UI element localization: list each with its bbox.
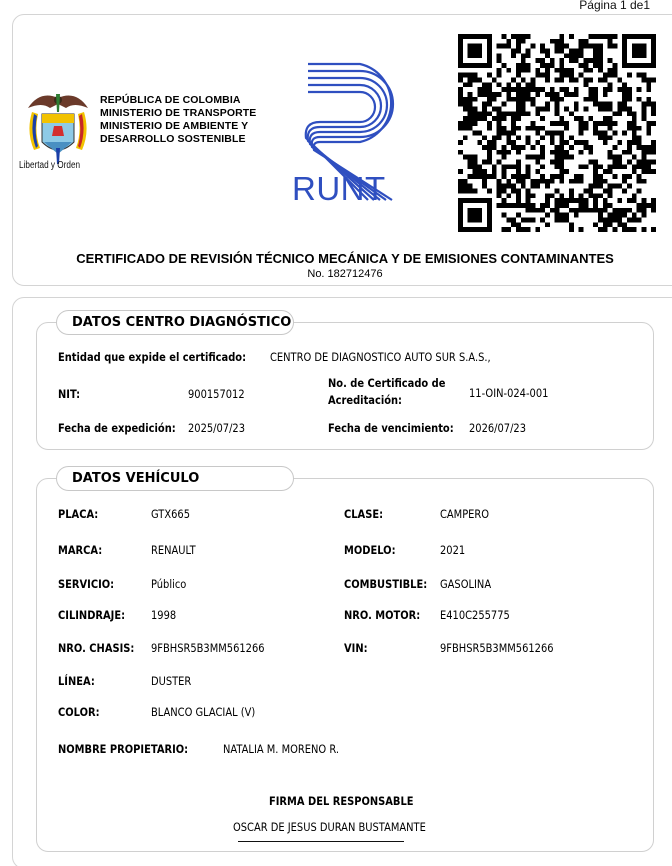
combustible-value: GASOLINA <box>440 577 492 591</box>
expiry-date-value: 2026/07/23 <box>469 421 527 435</box>
qr-code <box>458 34 656 232</box>
certificate-title: CERTIFICADO DE REVISIÓN TÉCNICO MECÁNICA Y DE EMISIONES CONTAMINANTES <box>76 251 614 266</box>
linea-label: LÍNEA: <box>58 674 95 688</box>
accreditation-label-2: Acreditación: <box>328 393 403 407</box>
motor-value: E410C255775 <box>440 608 510 622</box>
accreditation-value: 11-OIN-024-001 <box>469 386 549 400</box>
vehicle-heading: DATOS VEHÍCULO <box>56 466 294 491</box>
vin-value: 9FBHSR5B3MM561266 <box>440 641 554 655</box>
placa-value: GTX665 <box>151 507 191 521</box>
chasis-value: 9FBHSR5B3MM561266 <box>151 641 265 655</box>
marca-value: RENAULT <box>151 543 196 557</box>
gov-line: REPÚBLICA DE COLOMBIA <box>100 94 241 106</box>
chasis-label: NRO. CHASIS: <box>58 641 135 655</box>
issue-date-value: 2025/07/23 <box>188 421 246 435</box>
entity-label: Entidad que expide el certificado: <box>58 350 247 364</box>
cilindraje-value: 1998 <box>151 608 177 622</box>
cilindraje-label: CILINDRAJE: <box>58 608 126 622</box>
linea-value: DUSTER <box>151 674 192 688</box>
diagnostic-center-heading: DATOS CENTRO DIAGNÓSTICO <box>56 310 294 335</box>
accreditation-label-1: No. de Certificado de <box>328 376 446 390</box>
certificate-number: No. 182712476 <box>307 268 383 280</box>
marca-label: MARCA: <box>58 543 103 557</box>
modelo-value: 2021 <box>440 543 466 557</box>
issue-date-label: Fecha de expedición: <box>58 421 176 435</box>
owner-value: NATALIA M. MORENO R. <box>223 742 340 756</box>
expiry-date-label: Fecha de vencimiento: <box>328 421 454 435</box>
signature-heading: FIRMA DEL RESPONSABLE <box>269 794 414 808</box>
gov-line: DESARROLLO SOSTENIBLE <box>100 133 246 145</box>
owner-label: NOMBRE PROPIETARIO: <box>58 742 189 756</box>
runt-logo-text: RUNT <box>292 170 386 207</box>
motor-label: NRO. MOTOR: <box>344 608 421 622</box>
servicio-value: Público <box>151 577 187 591</box>
government-lines <box>100 94 256 146</box>
gov-line: MINISTERIO DE AMBIENTE Y <box>100 120 249 132</box>
color-label: COLOR: <box>58 705 100 719</box>
placa-label: PLACA: <box>58 507 99 521</box>
servicio-label: SERVICIO: <box>58 577 115 591</box>
vin-label: VIN: <box>344 641 368 655</box>
nit-label: NIT: <box>58 387 81 401</box>
signature-line <box>238 841 404 842</box>
gov-line: MINISTERIO DE TRANSPORTE <box>100 107 257 119</box>
signature-name: OSCAR DE JESUS DURAN BUSTAMANTE <box>233 820 426 834</box>
coat-of-arms-caption: Libertad y Orden <box>19 160 81 171</box>
page-number: Página 1 de1 <box>579 0 650 12</box>
modelo-label: MODELO: <box>344 543 396 557</box>
clase-label: CLASE: <box>344 507 384 521</box>
clase-value: CAMPERO <box>440 507 490 521</box>
entity-value: CENTRO DE DIAGNOSTICO AUTO SUR S.A.S., <box>270 350 491 364</box>
nit-value: 900157012 <box>188 387 245 401</box>
color-value: BLANCO GLACIAL (V) <box>151 705 256 719</box>
combustible-label: COMBUSTIBLE: <box>344 577 428 591</box>
